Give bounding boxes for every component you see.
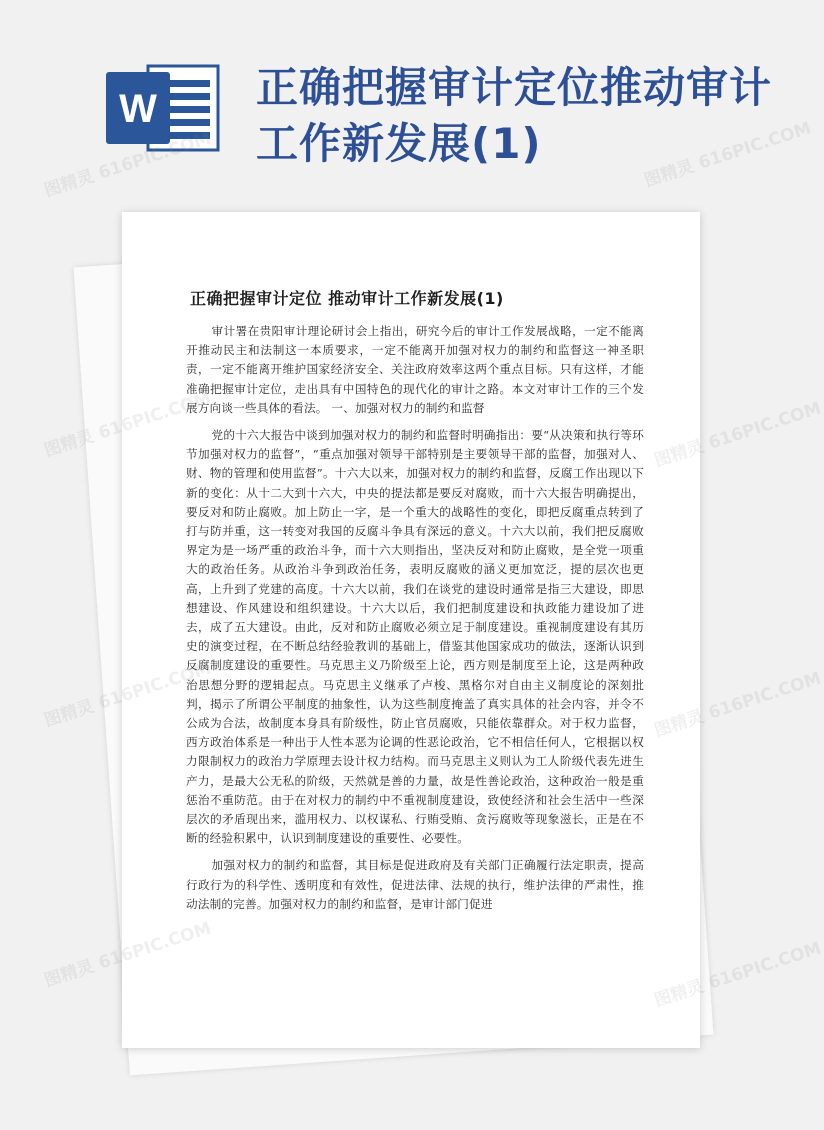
paragraph-2: 党的十六大报告中谈到加强对权力的制约和监督时明确指出：要“从决策和执行等环节加强对权力的监督”，“重点加强对领导干部特别是主要领导干部的监督，加强对人、财、物的管理和使用监督”。十六大以来，加强对权力的制约和监督，反腐工作出现以下新的变化：从十二大到十六大，中央的提法都是要反对腐败，而十六大报告明确提出，要反对和防止腐败。加上防止一字，是一个重大的战略性的变化，即把反腐重点转到了打与防并重，这一转变对我国的反腐斗争具有深远的意义。十六大以前，我们把反腐败界定为是一场严重的政治斗争，而十六大则指出，坚决反对和防止腐败，是全党一项重大的政治任务。从政治斗争到政治任务，表明反腐败的涵义更加宽泛，提的层次也更高，上升到了党建的高度。十六大以前，我们在谈党的建设时通常是指三大建设，即思想建设、作风建设和组织建设。十六大以后，我们把制度建设和执政能力建设加了进去，成了五大建设。由此，反对和防止腐败必须立足于制度建设。重视制度建设有其历史的演变过程，在不断总结经验教训的基础上，借鉴其他国家成功的做法，逐渐认识到反腐制度建设的重要性。马克思主义乃阶级至上论，西方则是制度至上论，这是两种政治思想分野的逻辑起点。马克思主义继承了卢梭、黑格尔对自由主义制度论的深刻批判，揭示了所谓公平制度的抽象性，认为这些制度掩盖了真实具体的社会内容，并令不公成为合法，故制度本身具有阶级性，防止官员腐败，只能依靠群众。对于权力监督，西方政治体系是一种出于人性本恶为论调的性恶论政治，它不相信任何人，它根据以权力限制权力的政治力学原理去设计权力结构。而马克思主义则认为工人阶级代表先进生产力，是最大公无私的阶级，天然就是善的力量，故是性善论政治，这种政治一般是重惩治不重防范。由于在对权力的制约中不重视制度建设，致使经济和社会生活中一些深层次的矛盾现出来，滥用权力、以权谋私、行贿受贿、贪污腐败等现象滋长，正是在不断的经验积累中，认识到制度建设的重要性、必要性。 — [186, 428, 644, 846]
watermark: 图精灵 — [41, 956, 97, 992]
document-body — [186, 322, 644, 922]
word-logo-letter: W — [119, 87, 157, 131]
word-document-icon — [104, 62, 222, 154]
watermark: 图精灵 616PIC.COM — [41, 128, 214, 202]
watermark: 图精灵 616PIC.COM — [651, 938, 824, 1012]
watermark: 图精灵 — [41, 696, 97, 732]
paragraph-3: 加强对权力的制约和监督，其目标是促进政府及有关部门正确履行法定职责，提高行政行为的科学性、透明度和有效性，促进法律、法规的执行，维护法律的严肃性，推动法制的完善。加强对权力的制约和监督，是审计部门促进 — [186, 858, 644, 911]
watermark: 图精灵 616PIC.COM — [651, 398, 824, 472]
document-title: 正确把握审计定位 推动审计工作新发展(1) — [190, 289, 504, 308]
paragraph-1: 审计署在贵阳审计理论研讨会上指出，研究今后的审计工作发展战略，一定不能离开推动民主和法制这一本质要求，一定不能离开加强对权力的制约和监督这一神圣职责，一定不能离开维护国家经济安全、关注政府效率这两个重点目标。只有这样，才能准确把握审计定位，走出具有中国特色的现代化的审计之路。本文对审计工作的三个发展方向谈一些具体的看法。 一、加强对权力的制约和监督 — [186, 324, 644, 415]
cover-title: 正确把握审计定位推动审计工作新发展(1) — [256, 63, 773, 168]
document-page — [122, 212, 700, 1048]
watermark: 图精灵 616PIC.COM — [641, 118, 814, 192]
watermark: 图精灵 616PIC.COM — [651, 668, 824, 742]
watermark: 图精灵 — [41, 426, 97, 462]
